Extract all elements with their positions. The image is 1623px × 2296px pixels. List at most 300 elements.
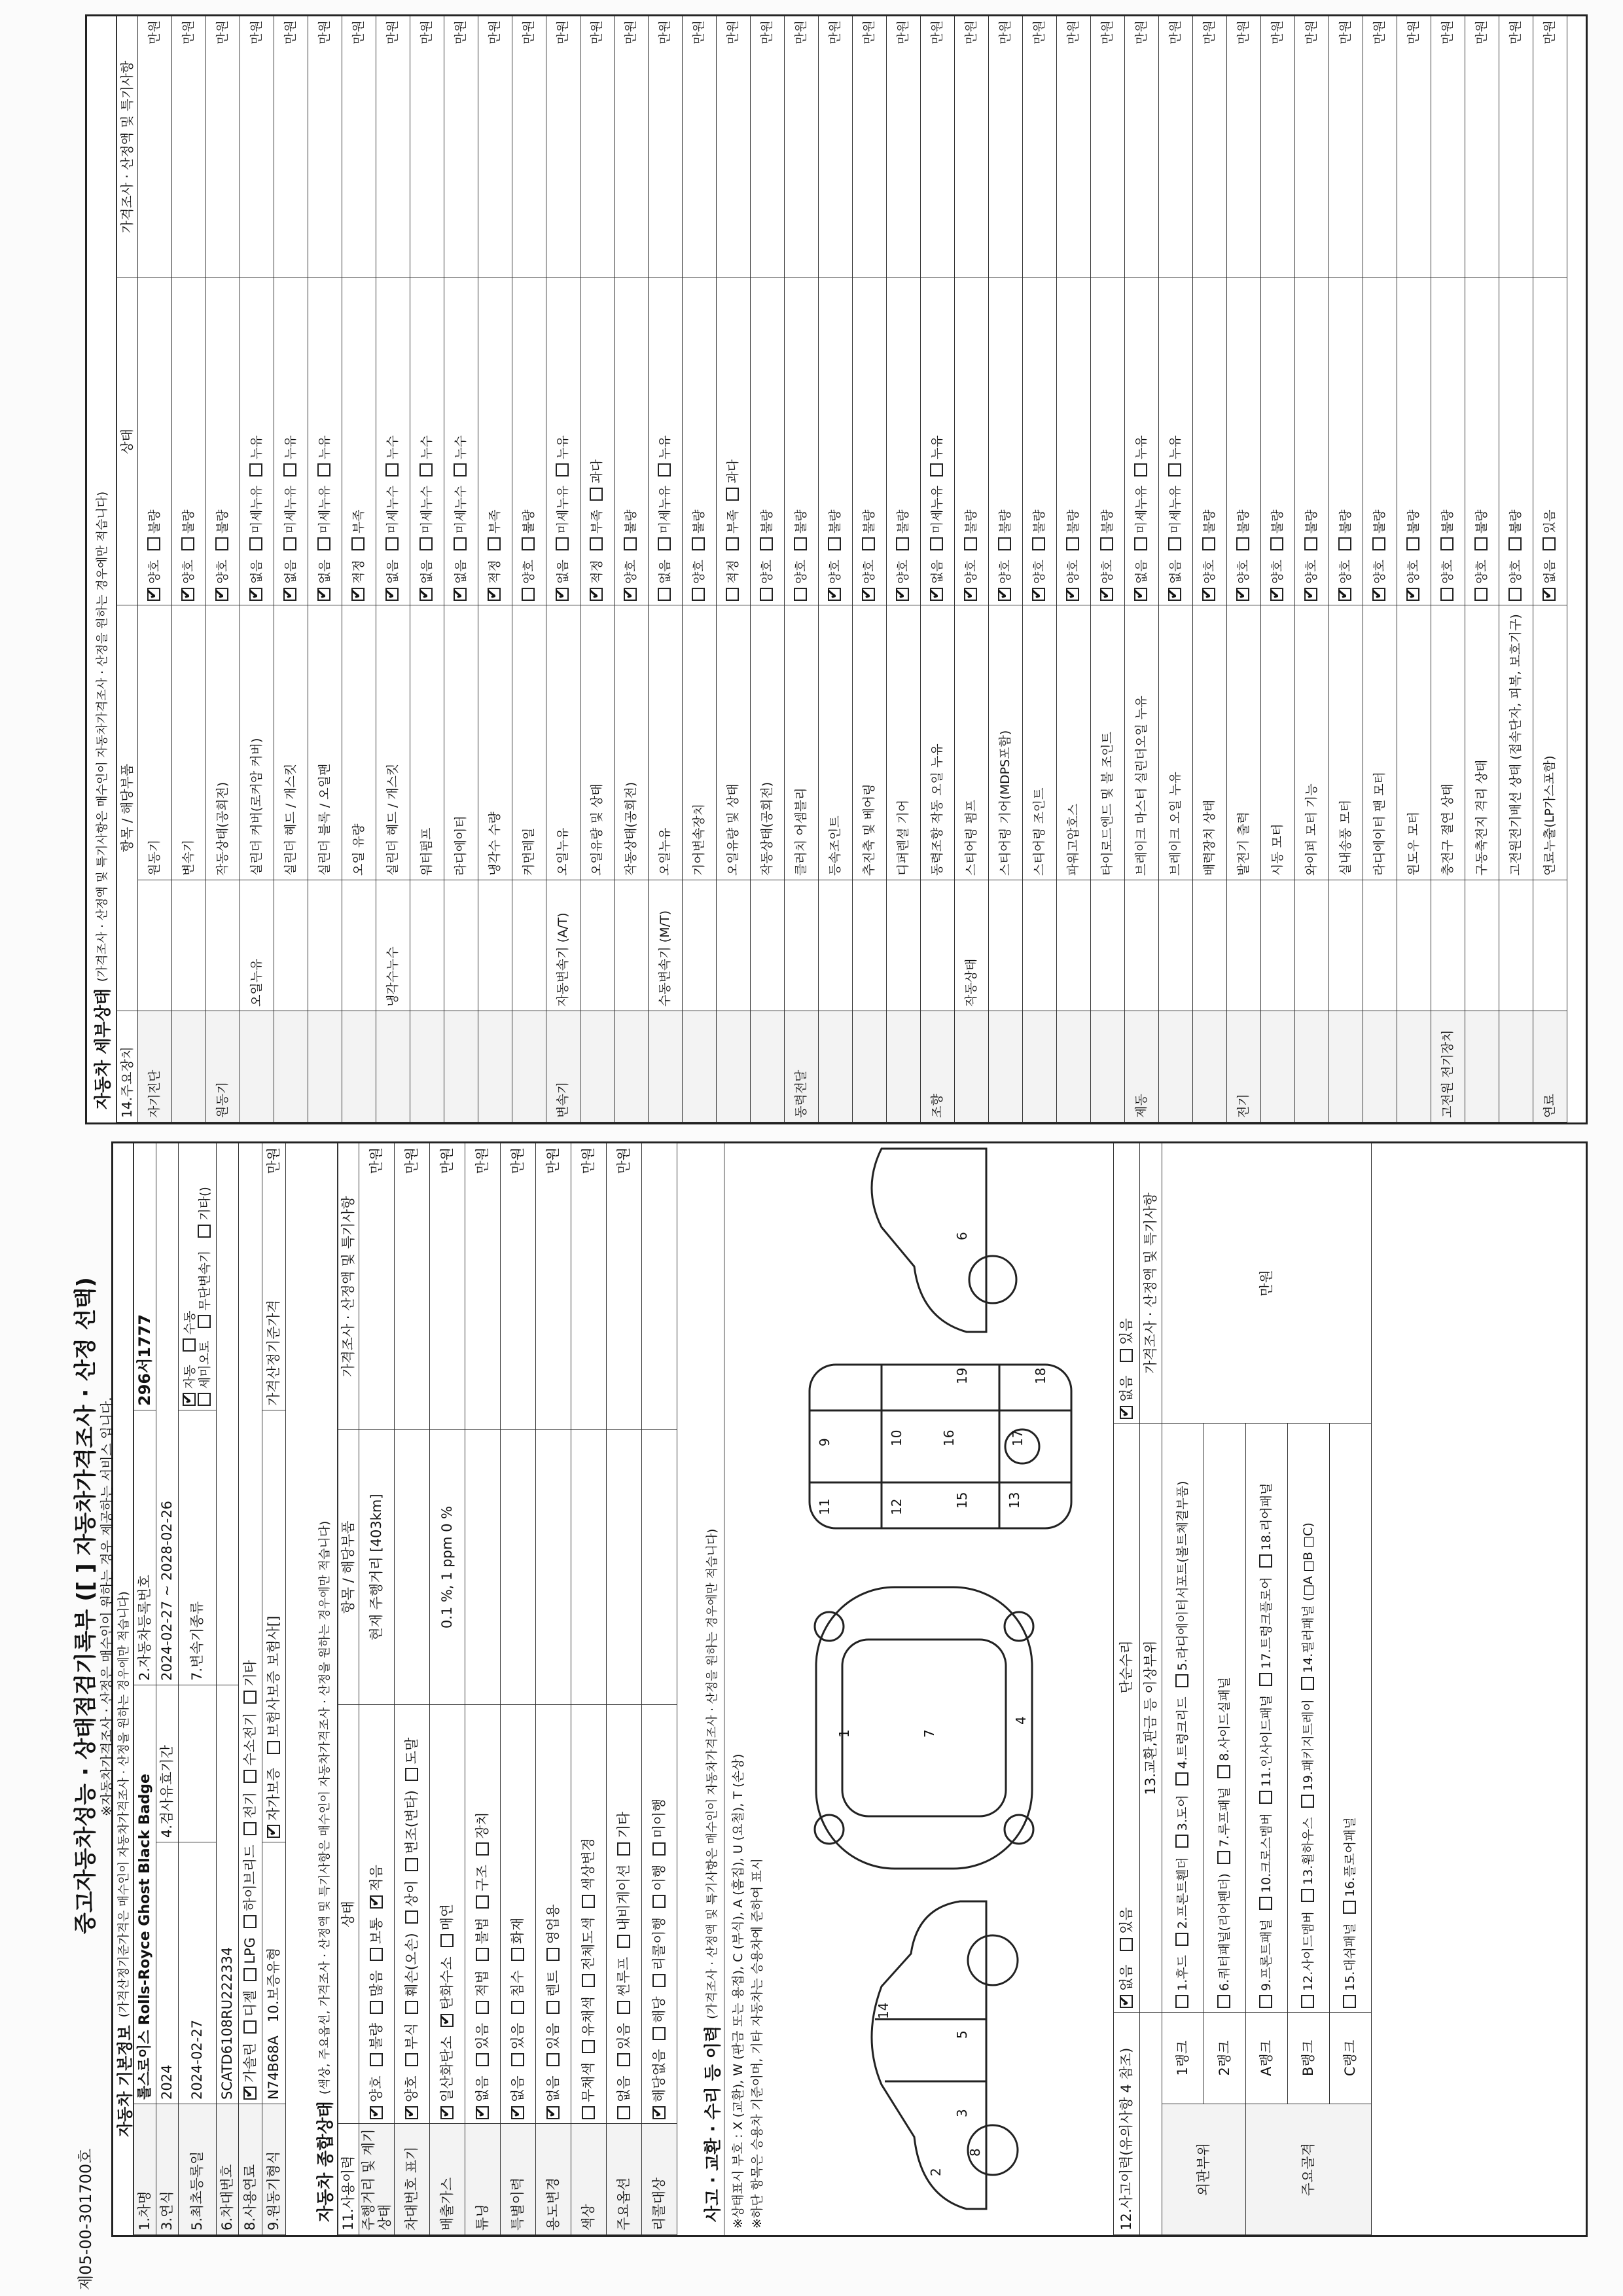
detail-20-state-1-checkbox[interactable] — [828, 537, 841, 550]
detail-price: 만원 — [1363, 16, 1397, 278]
general-8-1-checkbox[interactable] — [652, 2027, 666, 2040]
detail-19-state-0-checkbox[interactable] — [794, 588, 807, 601]
fuel-5-checkbox[interactable] — [243, 1770, 257, 1783]
general-6-0-checkbox[interactable] — [582, 2106, 595, 2119]
detail-group — [955, 1011, 989, 1122]
trans-etc-label: 기타() — [197, 1187, 212, 1221]
rank-2-item-3-label: 17.트렁크플로어 — [1259, 1577, 1274, 1669]
rank-4-item-1-checkbox[interactable] — [1343, 1901, 1356, 1914]
detail-8-state-0-checkbox[interactable] — [419, 588, 433, 601]
trans-semi-checkbox[interactable] — [198, 1393, 211, 1406]
detail-13-state-2-label: 과다 — [590, 459, 605, 484]
detail-3-state-1-label: 미세누유 — [249, 485, 264, 534]
detail-row — [342, 16, 376, 1122]
rank-3-item-1-label: 13.휠하우스 — [1301, 1817, 1316, 1885]
general-7-1-label: 있음 — [616, 2022, 632, 2050]
detail-price: 만원 — [546, 16, 580, 278]
detail-17-state-0-checkbox[interactable] — [726, 588, 739, 601]
trans-etc-checkbox[interactable] — [198, 1225, 211, 1238]
detail-price: 만원 — [751, 16, 785, 278]
detail-group — [1499, 1011, 1533, 1122]
detail-26-state-1-label: 불량 — [1032, 509, 1047, 534]
detail-12-state-2-checkbox[interactable] — [556, 463, 569, 476]
detail-price: 만원 — [240, 16, 274, 278]
general-0-2-checkbox[interactable] — [370, 2001, 383, 2014]
detail-36-state-0-label: 양호 — [1372, 560, 1387, 584]
detail-31-state-1-checkbox[interactable] — [1202, 537, 1215, 550]
rank-2-item-0-checkbox[interactable] — [1259, 1995, 1272, 2008]
general-7-1-checkbox[interactable] — [617, 2053, 630, 2066]
detail-38-state-1-checkbox[interactable] — [1440, 537, 1454, 550]
detail-8-state-1-checkbox[interactable] — [419, 537, 433, 550]
general-1-3-checkbox[interactable] — [405, 1910, 418, 1924]
general-5-1-label: 있음 — [545, 2022, 562, 2050]
detail-0-state-1-checkbox[interactable] — [147, 537, 160, 550]
general-2-0-label: 일산화탄소 — [439, 2036, 455, 2102]
detail-group: 변속기 — [546, 1011, 580, 1122]
detail-12-state-1-checkbox[interactable] — [556, 537, 569, 550]
detail-32-state-1-checkbox[interactable] — [1236, 537, 1249, 550]
detail-32-state-0-checkbox[interactable] — [1236, 588, 1249, 601]
rank-1-item-2-checkbox[interactable] — [1217, 1765, 1230, 1778]
general-2-1-checkbox[interactable] — [440, 2014, 454, 2027]
detail-12-state-2-label: 누유 — [556, 435, 571, 459]
general-4-1-checkbox[interactable] — [511, 2053, 524, 2066]
detail-13-state-0-checkbox[interactable] — [590, 588, 603, 601]
detail-41-state-1-checkbox[interactable] — [1543, 537, 1556, 550]
detail-13-state-1-checkbox[interactable] — [590, 537, 603, 550]
col-detail-price: 가격조사 · 산정액 및 특기사항 — [117, 16, 138, 278]
detail-3-state-0-checkbox[interactable] — [249, 588, 262, 601]
general-8-3-checkbox[interactable] — [652, 1895, 666, 1908]
fuel-1-checkbox[interactable] — [243, 2020, 257, 2034]
detail-15-state-2-checkbox[interactable] — [658, 463, 671, 476]
general-row-item — [395, 1430, 430, 1705]
detail-41-state-0-checkbox[interactable] — [1543, 588, 1556, 601]
rank-2-item-3-checkbox[interactable] — [1259, 1673, 1272, 1686]
detail-group: 전기 — [1227, 1011, 1261, 1122]
general-8-4-checkbox[interactable] — [652, 1842, 666, 1856]
general-3-4-label: 구조 — [474, 1865, 491, 1892]
detail-state — [1499, 278, 1533, 605]
detail-4-state-2-checkbox[interactable] — [283, 463, 296, 476]
detail-18-state-0-checkbox[interactable] — [760, 588, 773, 601]
general-0-3-label: 보통 — [368, 1917, 385, 1945]
rank-1-item-0-checkbox[interactable] — [1217, 1995, 1230, 2008]
fuel-0-label: 가솔린 — [242, 2043, 259, 2083]
detail-35-state-0-checkbox[interactable] — [1338, 588, 1351, 601]
detail-group — [1295, 1011, 1329, 1122]
detail-36-state-1-checkbox[interactable] — [1372, 537, 1385, 550]
rank-2-item-2-checkbox[interactable] — [1259, 1791, 1272, 1804]
detail-sub — [478, 880, 512, 1011]
detail-25-state-1-label: 불량 — [998, 509, 1013, 534]
general-6-2-checkbox[interactable] — [582, 1974, 595, 1987]
detail-state — [717, 278, 751, 605]
diagram-label-10: 10 — [889, 1429, 904, 1446]
detail-10-state-1-checkbox[interactable] — [488, 537, 501, 550]
detail-row — [785, 16, 819, 1122]
general-1-1-checkbox[interactable] — [405, 2053, 418, 2066]
warranty-self-checkbox[interactable] — [267, 1825, 280, 1838]
car-side-right — [872, 1149, 1016, 1332]
detail-15-state-0-checkbox[interactable] — [658, 588, 671, 601]
diagram-label-8: 8 — [967, 2148, 983, 2157]
detail-26-state-0-checkbox[interactable] — [1032, 588, 1045, 601]
general-5-2-checkbox[interactable] — [546, 2001, 560, 2014]
detail-19-state-1-label: 불량 — [794, 509, 809, 534]
detail-group — [887, 1011, 921, 1122]
detail-31-state-0-checkbox[interactable] — [1202, 588, 1215, 601]
detail-row — [478, 16, 512, 1122]
detail-29-state-2-checkbox[interactable] — [1134, 463, 1147, 476]
detail-39-state-0-checkbox[interactable] — [1474, 588, 1488, 601]
detail-27-state-0-checkbox[interactable] — [1066, 588, 1079, 601]
general-7-0-label: 없음 — [616, 2075, 632, 2102]
general-0-1-label: 불량 — [368, 2022, 385, 2050]
detail-5-state-2-label: 누유 — [317, 435, 332, 459]
detail-33-state-0-label: 양호 — [1270, 560, 1285, 584]
detail-4-state-0-label: 없음 — [283, 560, 298, 584]
fuel-3-checkbox[interactable] — [243, 1915, 257, 1928]
detail-row — [853, 16, 887, 1122]
general-5-2-label: 렌트 — [545, 1970, 562, 1997]
detail-state — [955, 278, 989, 605]
detail-19-state-0-label: 양호 — [794, 560, 809, 584]
detail-9-state-0-checkbox[interactable] — [454, 588, 467, 601]
detail-13-state-2-checkbox[interactable] — [590, 488, 603, 501]
detail-37-state-0-checkbox[interactable] — [1406, 588, 1419, 601]
detail-price: 만원 — [206, 16, 240, 278]
detail-28-state-1-checkbox[interactable] — [1100, 537, 1113, 550]
detail-4-state-0-checkbox[interactable] — [283, 588, 296, 601]
general-2-2-checkbox[interactable] — [440, 1934, 454, 1947]
detail-11-state-0-label: 양호 — [522, 560, 537, 584]
detail-15-state-1-label: 미세누유 — [658, 485, 673, 534]
detail-4-state-1-checkbox[interactable] — [283, 537, 296, 550]
detail-40-state-0-label: 양호 — [1508, 560, 1524, 584]
trans-auto-checkbox[interactable] — [183, 1393, 196, 1406]
detail-38-state-0-checkbox[interactable] — [1440, 588, 1454, 601]
general-6-1-label: 유채색 — [580, 1996, 597, 2037]
rank-0-item-1-label: 2.프론트휀더 — [1175, 1857, 1190, 1929]
detail-0-state-0-checkbox[interactable] — [147, 588, 160, 601]
detail-group — [376, 1011, 410, 1122]
detail-price: 만원 — [138, 16, 172, 278]
detail-30-state-1-checkbox[interactable] — [1168, 537, 1181, 550]
detail-17-state-2-checkbox[interactable] — [726, 488, 739, 501]
detail-35-state-1-label: 불량 — [1338, 509, 1353, 534]
general-8-2-checkbox[interactable] — [652, 1974, 666, 1987]
simple-yes-checkbox[interactable] — [1120, 1349, 1133, 1362]
detail-11-state-0-checkbox[interactable] — [522, 588, 535, 601]
detail-28-state-0-label: 양호 — [1100, 560, 1115, 584]
general-4-3-checkbox[interactable] — [511, 1948, 524, 1961]
detail-27-state-1-checkbox[interactable] — [1066, 537, 1079, 550]
general-4-1-label: 있음 — [510, 2022, 526, 2050]
rank-0-item-2-label: 3.도어 — [1175, 1795, 1190, 1831]
general-4-3-label: 화재 — [510, 1917, 526, 1945]
rank-items — [1288, 1423, 1330, 2012]
general-3-0-label: 없음 — [474, 2075, 491, 2102]
form-subtitle: ※자동차가격조사 · 산정은 매수인이 원하는 경우 제공하는 서비스 입니다. — [99, 1397, 115, 1816]
detail-25-state-0-checkbox[interactable] — [998, 588, 1011, 601]
rank-3-item-2-label: 19.패키지트레이 — [1301, 1699, 1316, 1791]
general-1-5-checkbox[interactable] — [405, 1768, 418, 1781]
general-8-0-label: 해당없음 — [651, 2049, 668, 2102]
detail-36-state-0-checkbox[interactable] — [1372, 588, 1385, 601]
detail-14-state-0-checkbox[interactable] — [624, 588, 637, 601]
detail-23-state-1-checkbox[interactable] — [930, 537, 943, 550]
rank-3-item-3-checkbox[interactable] — [1301, 1677, 1314, 1690]
rank-0-item-0-checkbox[interactable] — [1175, 1995, 1188, 2008]
detail-group — [1159, 1011, 1193, 1122]
detail-30-state-2-checkbox[interactable] — [1168, 463, 1181, 476]
detail-21-state-0-checkbox[interactable] — [862, 588, 875, 601]
detail-7-state-2-checkbox[interactable] — [385, 463, 399, 476]
rank-3-item-0-checkbox[interactable] — [1301, 1995, 1314, 2008]
general-8-0-checkbox[interactable] — [652, 2106, 666, 2119]
main-frame-label: 주요골격 — [1246, 2104, 1372, 2235]
general-5-3-checkbox[interactable] — [546, 1948, 560, 1961]
general-0-0-checkbox[interactable] — [370, 2106, 383, 2119]
detail-17-state-1-checkbox[interactable] — [726, 537, 739, 550]
detail-1-state-1-checkbox[interactable] — [181, 537, 194, 550]
rank-3-item-2-checkbox[interactable] — [1301, 1795, 1314, 1808]
detail-item: 실린더 헤드 / 개스킷 — [376, 605, 410, 880]
detail-40-state-0-checkbox[interactable] — [1508, 588, 1522, 601]
rank-0-item-3-checkbox[interactable] — [1175, 1772, 1188, 1785]
detail-item: 오일 유량 — [342, 605, 376, 880]
detail-12-state-1-label: 미세누유 — [556, 485, 571, 534]
general-4-2-checkbox[interactable] — [511, 2001, 524, 2014]
general-row — [642, 1143, 677, 2235]
detail-33-state-0-checkbox[interactable] — [1270, 588, 1283, 601]
detail-sub: 자동변속기 (A/T) — [546, 880, 580, 1011]
fuel-0-checkbox[interactable] — [243, 2087, 257, 2100]
rank-0-item-4-checkbox[interactable] — [1175, 1674, 1188, 1687]
detail-state — [615, 278, 649, 605]
rank-3-item-1-checkbox[interactable] — [1301, 1889, 1314, 1902]
general-3-3-checkbox[interactable] — [476, 1948, 489, 1961]
detail-price: 만원 — [1091, 16, 1125, 278]
row12-yes-checkbox[interactable] — [1120, 1938, 1133, 1951]
rank-0-item-1-checkbox[interactable] — [1175, 1933, 1188, 1946]
detail-5-state-2-checkbox[interactable] — [317, 463, 330, 476]
detail-price: 만원 — [717, 16, 751, 278]
detail-11-state-1-checkbox[interactable] — [522, 537, 535, 550]
detail-8-state-0-label: 없음 — [419, 560, 435, 584]
detail-20-state-0-checkbox[interactable] — [828, 588, 841, 601]
general-6-1-checkbox[interactable] — [582, 2040, 595, 2053]
rank-4-item-0-checkbox[interactable] — [1343, 1995, 1356, 2008]
detail-item: 라디에이터 — [444, 605, 478, 880]
detail-25-state-1-checkbox[interactable] — [998, 537, 1011, 550]
detail-12-state-0-checkbox[interactable] — [556, 588, 569, 601]
detail-4-state-1-label: 미세누유 — [283, 485, 298, 534]
warranty-ins-checkbox[interactable] — [267, 1741, 280, 1754]
detail-15-state-1-checkbox[interactable] — [658, 537, 671, 550]
general-1-0-checkbox[interactable] — [405, 2106, 418, 2119]
general-6-2-label: 전체도색 — [580, 1917, 597, 1971]
detail-group — [1261, 1011, 1295, 1122]
detail-28-state-0-checkbox[interactable] — [1100, 588, 1113, 601]
detail-7-state-0-checkbox[interactable] — [385, 588, 399, 601]
detail-16-state-1-checkbox[interactable] — [692, 537, 705, 550]
detail-8-state-2-checkbox[interactable] — [419, 463, 433, 476]
detail-37-state-1-checkbox[interactable] — [1406, 537, 1419, 550]
detail-17-state-2-label: 과다 — [726, 459, 741, 484]
diagram-label-17: 17 — [1010, 1429, 1026, 1446]
general-7-3-checkbox[interactable] — [617, 1935, 630, 1948]
general-row-options — [395, 1705, 430, 2124]
detail-9-state-2-checkbox[interactable] — [454, 463, 467, 476]
detail-sub — [410, 880, 444, 1011]
detail-state — [1329, 278, 1363, 605]
general-5-0-checkbox[interactable] — [546, 2106, 560, 2119]
detail-2-state-0-checkbox[interactable] — [215, 588, 228, 601]
detail-state — [478, 278, 512, 605]
general-4-0-checkbox[interactable] — [511, 2106, 524, 2119]
detail-40-state-1-checkbox[interactable] — [1508, 537, 1522, 550]
detail-23-state-2-checkbox[interactable] — [930, 463, 943, 476]
detail-38-state-1-label: 불량 — [1440, 509, 1455, 534]
detail-29-state-1-label: 미세누유 — [1134, 485, 1149, 534]
detail-6-state-1-checkbox[interactable] — [351, 537, 365, 550]
detail-14-state-1-checkbox[interactable] — [624, 537, 637, 550]
fuel-options — [239, 1143, 262, 2104]
detail-row — [683, 16, 717, 1122]
detail-29-state-1-checkbox[interactable] — [1134, 537, 1147, 550]
detail-35-state-1-checkbox[interactable] — [1338, 537, 1351, 550]
detail-group: 연료 — [1533, 1011, 1567, 1122]
detail-item: 작동상태(공회전) — [751, 605, 785, 880]
trans-manual-checkbox[interactable] — [183, 1338, 196, 1352]
fuel-4-checkbox[interactable] — [243, 1822, 257, 1835]
general-3-2-checkbox[interactable] — [476, 2001, 489, 2014]
general-row-price: 만원 — [571, 1143, 607, 1430]
car-chassis-view — [810, 1365, 1071, 1528]
rank-2-item-4-checkbox[interactable] — [1259, 1554, 1272, 1568]
fuel-label: 8.사용연료 — [239, 2104, 262, 2235]
detail-3-state-2-checkbox[interactable] — [249, 463, 262, 476]
detail-22-state-0-checkbox[interactable] — [896, 588, 909, 601]
general-6-3-label: 색상변경 — [580, 1837, 597, 1892]
row12-none-checkbox[interactable] — [1120, 1995, 1133, 2008]
detail-23-state-0-checkbox[interactable] — [930, 588, 943, 601]
rank-1-item-1-checkbox[interactable] — [1217, 1851, 1230, 1864]
detail-24-state-1-checkbox[interactable] — [964, 537, 977, 550]
rank-0-item-2-checkbox[interactable] — [1175, 1835, 1188, 1848]
detail-34-state-1-checkbox[interactable] — [1304, 537, 1317, 550]
general-8-2-label: 리콜이행 — [651, 1917, 668, 1971]
detail-1-state-0-checkbox[interactable] — [181, 588, 194, 601]
detail-34-state-0-checkbox[interactable] — [1304, 588, 1317, 601]
general-row-price: 만원 — [501, 1143, 536, 1430]
detail-item: 실린더 블록 / 오일팬 — [308, 605, 342, 880]
detail-price: 만원 — [512, 16, 546, 278]
row12-label: 12.사고이력(유의사항 4 참조) — [1114, 2012, 1140, 2234]
detail-5-state-0-checkbox[interactable] — [317, 588, 330, 601]
detail-9-state-1-checkbox[interactable] — [454, 537, 467, 550]
general-0-3-checkbox[interactable] — [370, 1948, 383, 1961]
general-7-2-checkbox[interactable] — [617, 2001, 630, 2014]
general-7-0-checkbox[interactable] — [617, 2106, 630, 2119]
detail-price: 만원 — [921, 16, 955, 278]
detail-21-state-1-checkbox[interactable] — [862, 537, 875, 550]
general-3-5-checkbox[interactable] — [476, 1842, 489, 1856]
diagram-label-4: 4 — [1013, 1716, 1029, 1725]
detail-10-state-0-checkbox[interactable] — [488, 588, 501, 601]
detail-39-state-1-checkbox[interactable] — [1474, 537, 1488, 550]
detail-2-state-1-checkbox[interactable] — [215, 537, 228, 550]
detail-6-state-0-checkbox[interactable] — [351, 588, 365, 601]
detail-33-state-1-checkbox[interactable] — [1270, 537, 1283, 550]
detail-18-state-1-checkbox[interactable] — [760, 537, 773, 550]
detail-7-state-1-label: 미세누수 — [385, 485, 401, 534]
general-row — [465, 1143, 501, 2235]
simple-none-checkbox[interactable] — [1120, 1406, 1133, 1419]
detail-30-state-0-checkbox[interactable] — [1168, 588, 1181, 601]
detail-item: 스티어링 기어(MDPS포함) — [989, 605, 1023, 880]
general-row-label: 배출가스 — [430, 2124, 465, 2235]
detail-39-state-0-label: 양호 — [1474, 560, 1489, 584]
detail-5-state-1-checkbox[interactable] — [317, 537, 330, 550]
detail-26-state-1-checkbox[interactable] — [1032, 537, 1045, 550]
general-row-price: 만원 — [430, 1143, 465, 1430]
detail-group — [649, 1011, 683, 1122]
diagram-label-15: 15 — [954, 1492, 970, 1509]
fuel-6-checkbox[interactable] — [243, 1691, 257, 1704]
detail-3-state-1-checkbox[interactable] — [249, 537, 262, 550]
detail-29-state-0-checkbox[interactable] — [1134, 588, 1147, 601]
general-0-1-checkbox[interactable] — [370, 2053, 383, 2066]
rank-2-item-1-checkbox[interactable] — [1259, 1897, 1272, 1910]
general-row-label: 튜닝 — [465, 2124, 501, 2235]
detail-22-state-1-label: 불량 — [896, 509, 911, 534]
general-3-4-checkbox[interactable] — [476, 1895, 489, 1909]
detail-row — [1465, 16, 1499, 1122]
detail-18-state-0-label: 양호 — [760, 560, 775, 584]
detail-sub — [751, 880, 785, 1011]
fuel-2-checkbox[interactable] — [243, 1968, 257, 1981]
detail-7-state-1-checkbox[interactable] — [385, 537, 399, 550]
detail-22-state-1-checkbox[interactable] — [896, 537, 909, 550]
detail-19-state-1-checkbox[interactable] — [794, 537, 807, 550]
detail-7-state-0-label: 없음 — [385, 560, 401, 584]
detail-16-state-0-checkbox[interactable] — [692, 588, 705, 601]
general-3-1-checkbox[interactable] — [476, 2053, 489, 2066]
general-1-2-checkbox[interactable] — [405, 2001, 418, 2014]
detail-24-state-0-checkbox[interactable] — [964, 588, 977, 601]
general-0-4-checkbox[interactable] — [370, 1895, 383, 1909]
detail-item: 브레이크 오일 누유 — [1159, 605, 1193, 880]
detail-sub — [1363, 880, 1397, 1011]
general-5-1-checkbox[interactable] — [546, 2053, 560, 2066]
detail-9-state-2-label: 누수 — [454, 435, 469, 459]
detail-row — [989, 16, 1023, 1122]
general-2-0-checkbox[interactable] — [440, 2106, 454, 2119]
detail-sub — [717, 880, 751, 1011]
detail-row — [240, 16, 274, 1122]
detail-group — [615, 1011, 649, 1122]
detail-1-state-0-label: 양호 — [181, 560, 196, 584]
general-7-4-checkbox[interactable] — [617, 1842, 630, 1856]
general-3-0-checkbox[interactable] — [476, 2106, 489, 2119]
general-1-4-checkbox[interactable] — [405, 1858, 418, 1871]
trans-cvt-checkbox[interactable] — [198, 1315, 211, 1328]
general-6-3-checkbox[interactable] — [582, 1895, 595, 1908]
